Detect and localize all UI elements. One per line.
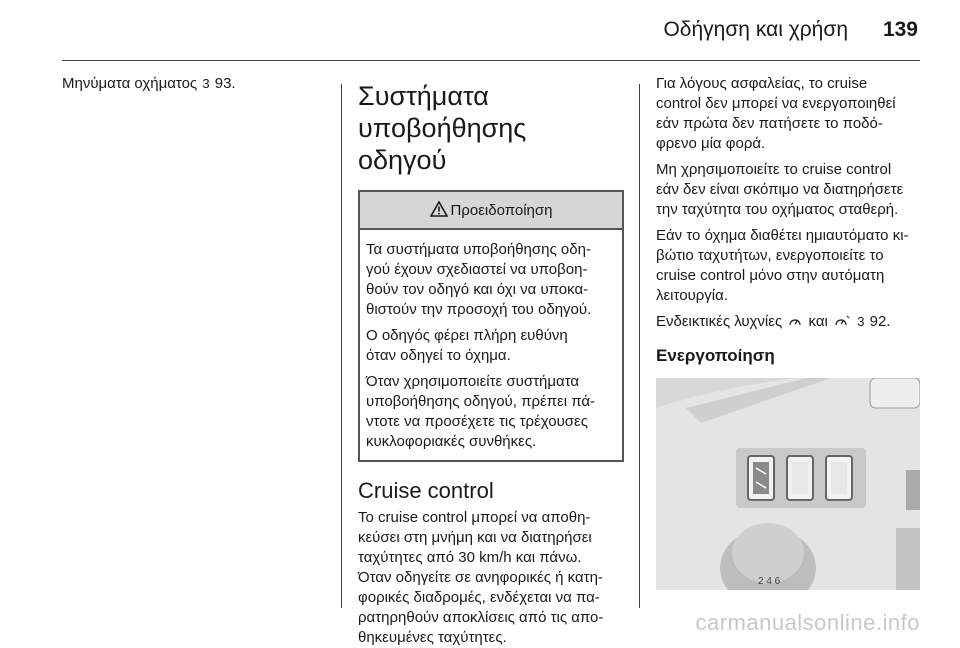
- column-divider-left: [341, 84, 342, 608]
- switch-panel-illustration: [656, 378, 920, 590]
- cruise-paragraph-1: Το cruise control μπορεί να αποθη- κεύσει στη μνήμη και να διατηρήσει ταχύτητες από 30 km/h και πάνω.: [358, 509, 592, 566]
- column-3: [656, 74, 922, 590]
- indicator-paragraph: Ενδεικτικές λυχνίες και 3 92.: [656, 313, 891, 330]
- cruise-control-set-icon: [834, 315, 850, 327]
- watermark: carmanualsonline.info: [695, 610, 920, 635]
- warning-triangle-icon: [430, 201, 448, 217]
- page-number: 139: [882, 18, 918, 41]
- column-2: [358, 74, 622, 648]
- ref-page: 93.: [214, 75, 236, 92]
- header-divider: [62, 60, 920, 61]
- column-divider-right: [639, 84, 640, 608]
- switch-panel-photo: [656, 378, 920, 590]
- cruise-control-icon: [788, 315, 802, 327]
- warning-paragraph-1: Τα συστήματα υποβοήθησης οδη- γού έχουν σχεδιαστεί να υποβοη- θούν τον οδηγό και όχι να υποκα- θιστούν την προσοχή του οδηγού.: [366, 241, 592, 318]
- safety-paragraph: Για λόγους ασφαλείας, το cruise control δεν μπορεί να ενεργοποιηθεί εάν πρώτα δεν πατήσετε το ποδό- φρενο μία φορά.: [656, 75, 896, 152]
- gearbox-paragraph: Εάν το όχημα διαθέτει ημιαυτόματο κι- βώτιο ταχυτήτων, ενεργοποιείτε το cruise control μόνο στην αυτόματη λειτουργία.: [656, 227, 909, 304]
- vehicle-messages-ref: [62, 74, 332, 94]
- warning-box: [358, 190, 624, 462]
- page-header-title: Οδήγηση και χρήση: [663, 18, 848, 41]
- warning-paragraph-3: Όταν χρησιμοποιείτε συστήματα υποβοήθησης οδηγού, πρέπει πά- ντοτε να προσέχετε τις τρέχουσες κυκλοφοριακές συνθήκες.: [366, 373, 595, 450]
- ref-text: Μηνύματα οχήματος: [62, 75, 198, 92]
- warning-paragraph-2: Ο οδηγός φέρει πλήρη ευθύνη όταν οδηγεί το όχημα.: [366, 327, 568, 364]
- page-ref-arrow-icon: 3: [857, 314, 865, 329]
- cruise-control-heading: Cruise control: [358, 478, 494, 503]
- cruise-paragraph-2: Όταν οδηγείτε σε ανηφορικές ή κατη- φορικές διαδρομές, ενδέχεται να πα- ρατηρηθούν αποκλίσεις από τις απο- θηκευμένες ταχύτητες.: [358, 569, 604, 646]
- gear-digits: 2 4 6: [758, 576, 781, 587]
- page-ref-arrow-icon: 3: [202, 76, 210, 91]
- section-title: Συστήματα υποβοήθησης οδηγού: [358, 81, 527, 175]
- warning-body: [360, 230, 622, 460]
- activation-heading: Ενεργοποίηση: [656, 346, 775, 365]
- warning-label: Προειδοποίηση: [450, 201, 553, 219]
- column-1: [62, 74, 332, 94]
- warning-header: [360, 192, 622, 230]
- usage-paragraph: Μη χρησιμοποιείτε το cruise control εάν δεν είναι σκόπιμο να διατηρήσετε την ταχύτητα του οχήματος σταθερή.: [656, 161, 904, 218]
